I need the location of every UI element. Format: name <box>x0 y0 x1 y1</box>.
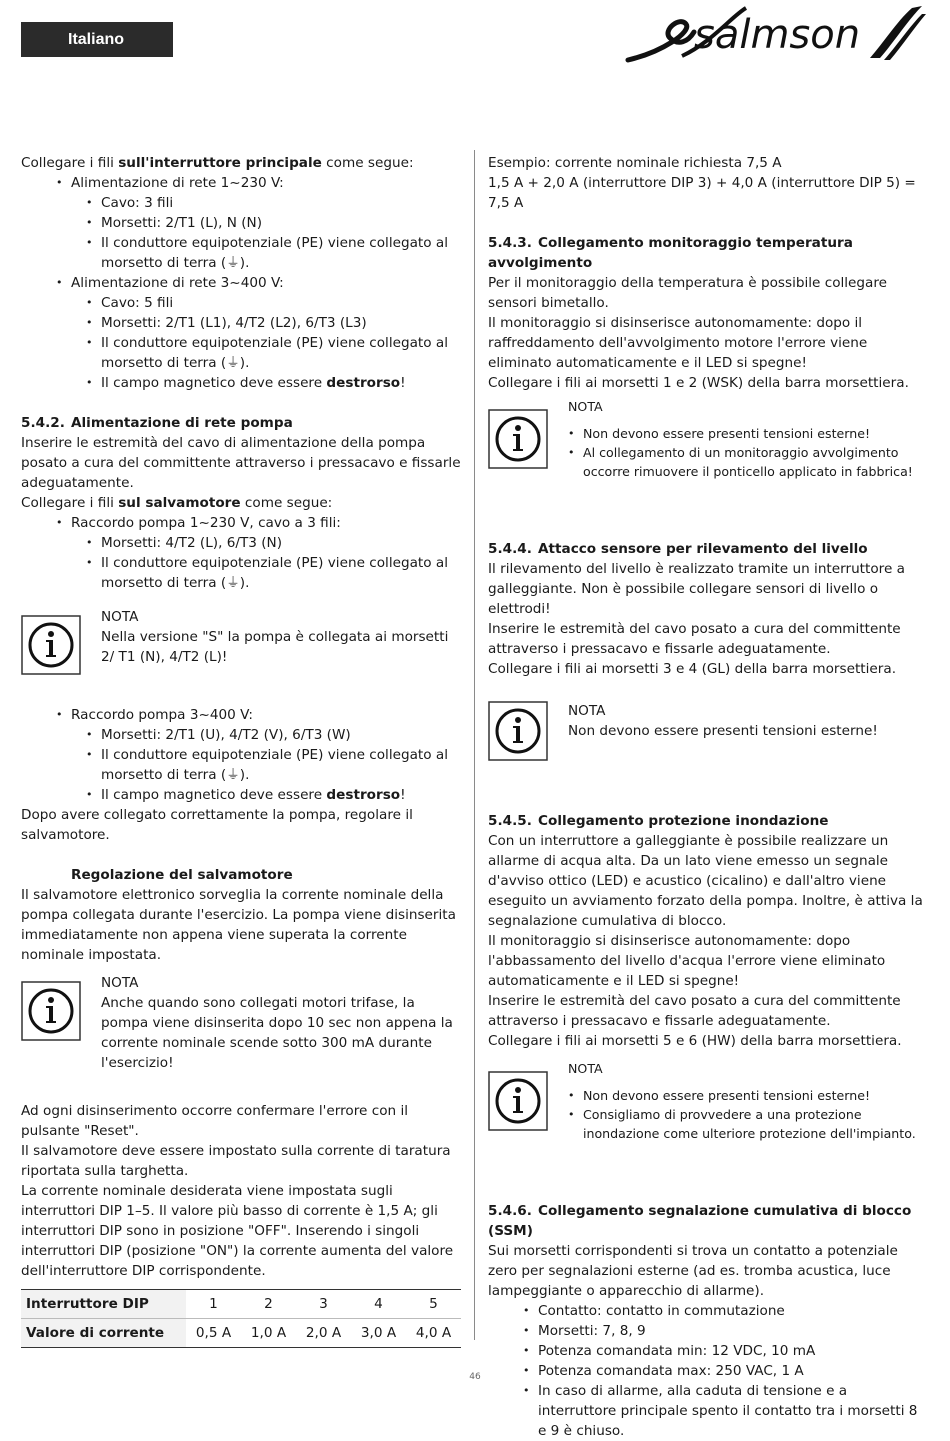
note-block <box>21 607 461 667</box>
right-column <box>488 153 928 1441</box>
mains-list <box>21 173 461 393</box>
list-item: • Morsetti: 7, 8, 9 <box>523 1321 928 1341</box>
page-number: 46 <box>469 1372 481 1382</box>
paragraph: Il rilevamento del livello è realizzato tramite un interruttore a galleggiante. Non è possibile collegare sensori di livello o elettrodi! <box>488 561 905 617</box>
paragraph: Il salvamotore elettronico sorveglia la corrente nominale della pompa collegata durante l'esercizio. La pompa viene disinserita immediatamente non appena viene superata la corrente nominale impostata. <box>21 887 456 963</box>
table-header-cell: Valore di corrente <box>21 1319 186 1348</box>
subheading-regolazione: Regolazione del salvamotore <box>71 867 293 883</box>
note-block <box>488 1059 928 1143</box>
paragraph: Esempio: corrente nominale richiesta 7,5 A <box>488 155 782 171</box>
table-cell: 2,0 A <box>296 1319 351 1348</box>
table-cell: 4 <box>351 1290 406 1319</box>
note-title: NOTA <box>568 703 606 719</box>
list-item: • Raccordo pompa 1~230 V, cavo a 3 fili: • Morsetti: 4/T2 (L), 6/T3 (N) • Il conduttore equipotenziale (PE) viene collegato al morsetto di terra (⏚). <box>56 513 461 593</box>
note-text: Non devono essere presenti tensioni esterne! <box>568 723 878 739</box>
list-item: • Al collegamento di un monitoraggio avvolgimento occorre rimuovere il ponticello applicato in fabbrica! <box>568 443 928 481</box>
note-title: NOTA <box>101 975 139 991</box>
info-icon <box>21 981 81 1041</box>
paragraph: Il monitoraggio si disinserisce autonomamente: dopo il raffreddamento dell'avvolgimento motore l'errore viene eliminato automaticamente e il LED si spegne! <box>488 315 868 371</box>
ssm-list <box>488 1301 928 1441</box>
info-icon <box>488 1071 548 1131</box>
list-item: • Il conduttore equipotenziale (PE) viene collegato al morsetto di terra (⏚). <box>86 333 461 373</box>
list-item: • Potenza comandata max: 250 VAC, 1 A <box>523 1361 928 1381</box>
list-item: • Il campo magnetico deve essere destrorso! <box>86 785 461 805</box>
list-item: • Non devono essere presenti tensioni esterne! <box>568 424 928 443</box>
pump1-list <box>21 513 461 593</box>
list-item: • Morsetti: 2/T1 (U), 4/T2 (V), 6/T3 (W) <box>86 725 461 745</box>
note-title: NOTA <box>568 399 603 414</box>
list-item: • Consigliamo di provvedere a una protezione inondazione come ulteriore protezione dell'impianto. <box>568 1105 928 1143</box>
paragraph: Con un interruttore a galleggiante è possibile realizzare un allarme di acqua alta. Da un lato viene emesso un segnale d'avviso ottico (LED) e acustico (cicalino) e dall'altro viene eseguito un avviamento forzato della pompa. Inoltre, è attiva la segnalazione cumulativa di blocco. <box>488 833 923 929</box>
list-item: • Alimentazione di rete 3~400 V: • Cavo: 5 fili • Morsetti: 2/T1 (L1), 4/T2 (L2), 6/T3 (L3) • Il conduttore equipotenziale (PE) viene collegato al morsetto di terra (⏚). • Il campo magnetico deve essere destrorso! <box>56 273 461 393</box>
list-item: • Morsetti: 2/T1 (L), N (N) <box>86 213 461 233</box>
list-item: • Contatto: contatto in commutazione <box>523 1301 928 1321</box>
table-cell: 5 <box>406 1290 461 1319</box>
section-heading-542: 5.4.2. Alimentazione di rete pompa <box>21 415 293 431</box>
table-cell: 3 <box>296 1290 351 1319</box>
table-header-cell: Interruttore DIP <box>21 1290 186 1319</box>
section-heading-546: 5.4.6. Collegamento segnalazione cumulativa di blocco (SSM) <box>488 1203 912 1239</box>
info-icon <box>488 701 548 761</box>
note-title: NOTA <box>101 609 139 625</box>
note-list <box>568 1086 928 1143</box>
list-item: • Potenza comandata min: 12 VDC, 10 mA <box>523 1341 928 1361</box>
paragraph: Ad ogni disinserimento occorre confermare l'errore con il pulsante "Reset". <box>21 1103 408 1139</box>
list-item: • Il conduttore equipotenziale (PE) viene collegato al morsetto di terra (⏚). <box>86 745 461 785</box>
pump3-list <box>21 705 461 805</box>
table-cell: 0,5 A <box>186 1319 241 1348</box>
section-heading-543: 5.4.3. Collegamento monitoraggio temperatura avvolgimento <box>488 235 853 271</box>
paragraph: Sui morsetti corrispondenti si trova un contatto a potenziale zero per segnalazioni esterne (ad es. tromba acustica, luce lampeggiante o apparecchio di allarme). <box>488 1243 898 1299</box>
list-item: • Alimentazione di rete 1~230 V: • Cavo: 3 fili • Morsetti: 2/T1 (L), N (N) • Il conduttore equipotenziale (PE) viene collegato al morsetto di terra (⏚). <box>56 173 461 273</box>
paragraph: Collegare i fili sul salvamotore come segue: <box>21 495 333 511</box>
intro-line: Collegare i fili sull'interruttore principale come segue: <box>21 155 414 171</box>
paragraph: 1,5 A + 2,0 A (interruttore DIP 3) + 4,0 A (interruttore DIP 5) = 7,5 A <box>488 175 916 211</box>
brand-wordmark: salmson <box>694 12 861 58</box>
info-icon <box>488 409 548 469</box>
left-column <box>21 153 461 1348</box>
note-block <box>21 973 461 1073</box>
list-item: • Morsetti: 2/T1 (L1), 4/T2 (L2), 6/T3 (L3) <box>86 313 461 333</box>
list-item: • Cavo: 5 fili <box>86 293 461 313</box>
paragraph: Collegare i fili ai morsetti 3 e 4 (GL) della barra morsettiera. <box>488 661 897 677</box>
table-row <box>21 1319 461 1348</box>
paragraph: Dopo avere collegato correttamente la pompa, regolare il salvamotore. <box>21 807 413 843</box>
paragraph: Inserire le estremità del cavo posato a cura del committente attraverso i pressacavo e fissarle adeguatamente. <box>488 993 901 1029</box>
salmson-logo <box>622 2 928 64</box>
paragraph: La corrente nominale desiderata viene impostata sugli interruttori DIP 1–5. Il valore più basso di corrente è 1,5 A; gli interruttori DIP sono in posizione "OFF". Inserendo i singoli interruttori DIP (posizione "ON") la corrente aumenta del valore dell'interruttore DIP corrispondente. <box>21 1183 454 1279</box>
paragraph: Collegare i fili ai morsetti 5 e 6 (HW) della barra morsettiera. <box>488 1033 902 1049</box>
paragraph: Collegare i fili ai morsetti 1 e 2 (WSK) della barra morsettiera. <box>488 375 909 391</box>
column-divider <box>474 150 475 1340</box>
section-heading-545: 5.4.5. Collegamento protezione inondazione <box>488 813 829 829</box>
paragraph: Inserire le estremità del cavo di alimentazione della pompa posato a cura del committente attraverso i pressacavo e fissarle adeguatamente. <box>21 435 461 491</box>
list-item: • Il conduttore equipotenziale (PE) viene collegato al morsetto di terra (⏚). <box>86 233 461 273</box>
table-row <box>21 1290 461 1319</box>
table-cell: 4,0 A <box>406 1319 461 1348</box>
paragraph: Il monitoraggio si disinserisce autonomamente: dopo l'abbassamento del livello d'acqua l'errore viene eliminato automaticamente e il LED si spegne! <box>488 933 886 989</box>
list-item: • In caso di allarme, alla caduta di tensione e a interruttore principale spento il contatto tra i morsetti 8 e 9 è chiuso. <box>523 1381 928 1441</box>
note-list <box>568 424 928 481</box>
note-text: Nella versione "S" la pompa è collegata ai morsetti 2/ T1 (N), 4/T2 (L)! <box>101 629 449 665</box>
paragraph: Per il monitoraggio della temperatura è possibile collegare sensori bimetallo. <box>488 275 888 311</box>
table-cell: 3,0 A <box>351 1319 406 1348</box>
section-heading-544: 5.4.4. Attacco sensore per rilevamento del livello <box>488 541 868 557</box>
list-item: • Il conduttore equipotenziale (PE) viene collegato al morsetto di terra (⏚). <box>86 553 461 593</box>
language-tab: Italiano <box>21 22 173 57</box>
paragraph: Inserire le estremità del cavo posato a cura del committente attraverso i pressacavo e fissarle adeguatamente. <box>488 621 901 657</box>
table-cell: 1 <box>186 1290 241 1319</box>
list-item: • Non devono essere presenti tensioni esterne! <box>568 1086 928 1105</box>
list-item: • Morsetti: 4/T2 (L), 6/T3 (N) <box>86 533 461 553</box>
list-item: • Il campo magnetico deve essere destrorso! <box>86 373 461 393</box>
table-cell: 2 <box>241 1290 296 1319</box>
paragraph: Il salvamotore deve essere impostato sulla corrente di taratura riportata sulla targhetta. <box>21 1143 451 1179</box>
note-block <box>488 693 928 753</box>
list-item: • Raccordo pompa 3~400 V: • Morsetti: 2/T1 (U), 4/T2 (V), 6/T3 (W) • Il conduttore equipotenziale (PE) viene collegato al morsetto di terra (⏚). • Il campo magnetico deve essere destrorso! <box>56 705 461 805</box>
note-block <box>488 397 928 481</box>
table-cell: 1,0 A <box>241 1319 296 1348</box>
note-text: Anche quando sono collegati motori trifase, la pompa viene disinserita dopo 10 sec non appena la corrente nominale scende sotto 300 mA durante l'esercizio! <box>101 995 453 1071</box>
info-icon <box>21 615 81 675</box>
list-item: • Cavo: 3 fili <box>86 193 461 213</box>
note-title: NOTA <box>568 1061 603 1076</box>
dip-table <box>21 1289 461 1348</box>
